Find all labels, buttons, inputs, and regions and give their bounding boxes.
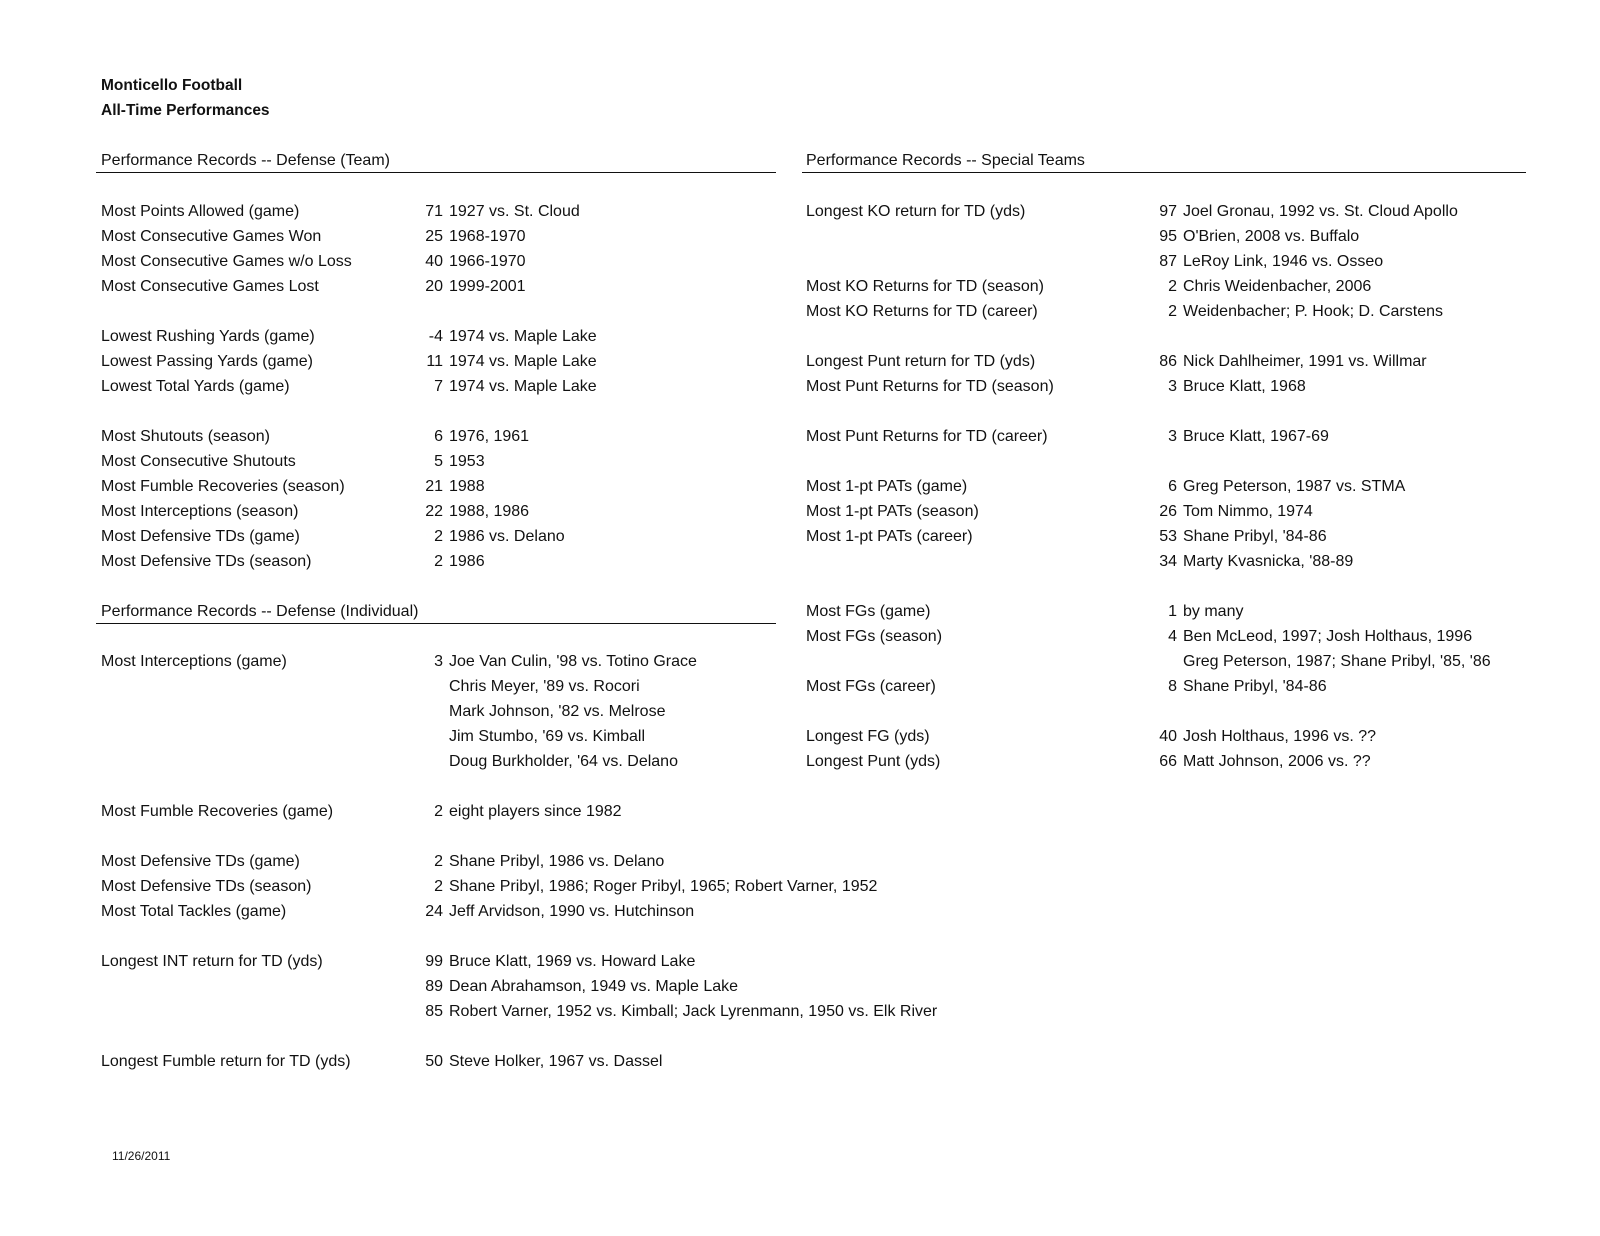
record-detail: Shane Pribyl, '84-86 <box>1183 528 1327 545</box>
record-label: Most Consecutive Shutouts <box>101 453 296 470</box>
record-value: 20 <box>425 278 443 295</box>
record-row <box>101 874 969 899</box>
record-row <box>806 624 1600 649</box>
record-value: 6 <box>434 428 443 445</box>
record-label: Most Interceptions (season) <box>101 503 299 520</box>
record-row <box>806 349 1600 374</box>
record-detail: Shane Pribyl, '84-86 <box>1183 678 1327 695</box>
record-value: 2 <box>434 878 443 895</box>
record-row <box>806 424 1600 449</box>
section-rule-defense-individual <box>96 623 776 624</box>
record-value: 1 <box>1168 603 1177 620</box>
record-value: -4 <box>428 328 443 345</box>
record-value: 3 <box>1168 378 1177 395</box>
section-title-defense-team: Performance Records -- Defense (Team) <box>101 152 390 169</box>
section-rule-special-teams <box>802 172 1526 173</box>
record-detail: 1968-1970 <box>449 228 526 245</box>
record-row <box>101 449 969 474</box>
record-detail: Joel Gronau, 1992 vs. St. Cloud Apollo <box>1183 203 1458 220</box>
record-detail: Ben McLeod, 1997; Josh Holthaus, 1996 <box>1183 628 1473 645</box>
record-value: 40 <box>425 253 443 270</box>
record-detail: Chris Meyer, '89 vs. Rocori <box>449 678 640 695</box>
record-label: Most Points Allowed (game) <box>101 203 300 220</box>
record-label: Most Fumble Recoveries (season) <box>101 478 345 495</box>
record-value: 66 <box>1159 753 1177 770</box>
record-detail: 1988, 1986 <box>449 503 530 520</box>
record-detail: 1974 vs. Maple Lake <box>449 353 597 370</box>
record-value: 24 <box>425 903 443 920</box>
record-row <box>806 374 1600 399</box>
record-detail: 1986 <box>449 553 485 570</box>
record-label: Most 1-pt PATs (career) <box>806 528 973 545</box>
document-subtitle: All-Time Performances <box>101 102 270 119</box>
record-label: Most Interceptions (game) <box>101 653 287 670</box>
record-label: Longest INT return for TD (yds) <box>101 953 323 970</box>
record-value: 71 <box>425 203 443 220</box>
record-detail: Robert Varner, 1952 vs. Kimball; Jack Lyrenmann, 1950 vs. Elk River <box>449 1003 938 1020</box>
record-value: 4 <box>1168 628 1177 645</box>
record-value: 5 <box>434 453 443 470</box>
record-detail: 1999-2001 <box>449 278 526 295</box>
record-value: 95 <box>1159 228 1177 245</box>
record-detail: O'Brien, 2008 vs. Buffalo <box>1183 228 1360 245</box>
record-detail: Bruce Klatt, 1968 <box>1183 378 1306 395</box>
record-detail: Josh Holthaus, 1996 vs. ?? <box>1183 728 1377 745</box>
record-detail: Shane Pribyl, 1986 vs. Delano <box>449 853 665 870</box>
record-value: 2 <box>1168 303 1177 320</box>
record-label: Longest KO return for TD (yds) <box>806 203 1026 220</box>
section-title-defense-individual: Performance Records -- Defense (Individual) <box>101 603 419 620</box>
record-value: 34 <box>1159 553 1177 570</box>
record-row <box>101 974 969 999</box>
record-value: 25 <box>425 228 443 245</box>
record-label: Most Punt Returns for TD (career) <box>806 428 1048 445</box>
record-detail: 1976, 1961 <box>449 428 530 445</box>
record-detail: Jim Stumbo, '69 vs. Kimball <box>449 728 646 745</box>
record-row <box>806 674 1600 699</box>
record-detail: Steve Holker, 1967 vs. Dassel <box>449 1053 663 1070</box>
record-detail: Jeff Arvidson, 1990 vs. Hutchinson <box>449 903 695 920</box>
record-value: 2 <box>1168 278 1177 295</box>
record-row <box>806 749 1600 774</box>
record-row <box>806 524 1600 549</box>
record-row <box>806 299 1600 324</box>
record-detail: Shane Pribyl, 1986; Roger Pribyl, 1965; Robert Varner, 1952 <box>449 878 878 895</box>
record-label: Most FGs (season) <box>806 628 943 645</box>
record-label: Most Defensive TDs (game) <box>101 528 300 545</box>
record-detail: eight players since 1982 <box>449 803 622 820</box>
record-detail: 1986 vs. Delano <box>449 528 565 545</box>
record-label: Most 1-pt PATs (game) <box>806 478 968 495</box>
record-value: 86 <box>1159 353 1177 370</box>
record-row <box>806 249 1600 274</box>
record-value: 2 <box>434 553 443 570</box>
record-label: Longest FG (yds) <box>806 728 930 745</box>
record-label: Most Defensive TDs (season) <box>101 878 312 895</box>
record-value: 2 <box>434 528 443 545</box>
record-value: 2 <box>434 853 443 870</box>
record-detail: Joe Van Culin, '98 vs. Totino Grace <box>449 653 697 670</box>
record-value: 2 <box>434 803 443 820</box>
record-detail: 1953 <box>449 453 485 470</box>
record-row <box>101 1049 969 1074</box>
record-value: 40 <box>1159 728 1177 745</box>
record-row <box>806 199 1600 224</box>
record-value: 11 <box>426 353 443 370</box>
record-row <box>806 599 1600 624</box>
record-label: Longest Punt return for TD (yds) <box>806 353 1036 370</box>
record-label: Most FGs (game) <box>806 603 931 620</box>
record-label: Lowest Passing Yards (game) <box>101 353 313 370</box>
record-value: 87 <box>1159 253 1177 270</box>
record-row <box>806 724 1600 749</box>
record-row <box>806 474 1600 499</box>
record-row <box>101 999 969 1024</box>
record-detail: Greg Peterson, 1987; Shane Pribyl, '85, '86 <box>1183 653 1491 670</box>
record-label: Most KO Returns for TD (career) <box>806 303 1038 320</box>
record-row <box>101 849 969 874</box>
record-label: Longest Fumble return for TD (yds) <box>101 1053 351 1070</box>
record-label: Most Total Tackles (game) <box>101 903 287 920</box>
record-value: 7 <box>434 378 443 395</box>
record-detail: Bruce Klatt, 1967-69 <box>1183 428 1329 445</box>
record-detail: Weidenbacher; P. Hook; D. Carstens <box>1183 303 1443 320</box>
record-detail: 1974 vs. Maple Lake <box>449 378 597 395</box>
record-label: Most Consecutive Games Won <box>101 228 322 245</box>
record-row <box>806 224 1600 249</box>
record-row <box>806 499 1600 524</box>
record-value: 3 <box>434 653 443 670</box>
record-label: Lowest Total Yards (game) <box>101 378 290 395</box>
record-row <box>101 699 969 724</box>
record-value: 53 <box>1159 528 1177 545</box>
record-value: 8 <box>1168 678 1177 695</box>
record-label: Most Defensive TDs (game) <box>101 853 300 870</box>
record-detail: Tom Nimmo, 1974 <box>1183 503 1313 520</box>
record-detail: Doug Burkholder, '64 vs. Delano <box>449 753 678 770</box>
record-label: Most Punt Returns for TD (season) <box>806 378 1054 395</box>
record-label: Most Shutouts (season) <box>101 428 270 445</box>
record-label: Most Defensive TDs (season) <box>101 553 312 570</box>
record-detail: Chris Weidenbacher, 2006 <box>1183 278 1372 295</box>
record-value: 97 <box>1159 203 1177 220</box>
record-value: 26 <box>1159 503 1177 520</box>
record-row <box>101 899 969 924</box>
record-value: 99 <box>425 953 443 970</box>
section-rule-defense-team <box>96 172 776 173</box>
footer-date: 11/26/2011 <box>112 1149 171 1163</box>
record-label: Most KO Returns for TD (season) <box>806 278 1044 295</box>
document-title: Monticello Football <box>101 77 243 94</box>
record-detail: Greg Peterson, 1987 vs. STMA <box>1183 478 1406 495</box>
record-row <box>101 324 969 349</box>
record-detail: Marty Kvasnicka, '88-89 <box>1183 553 1354 570</box>
section-title-special-teams: Performance Records -- Special Teams <box>806 152 1085 169</box>
record-row <box>101 799 969 824</box>
record-row <box>806 649 1600 674</box>
record-detail: 1927 vs. St. Cloud <box>449 203 580 220</box>
record-detail: 1966-1970 <box>449 253 526 270</box>
record-row <box>101 949 969 974</box>
record-value: 6 <box>1168 478 1177 495</box>
record-value: 89 <box>425 978 443 995</box>
record-detail: Mark Johnson, '82 vs. Melrose <box>449 703 666 720</box>
record-label: Most Fumble Recoveries (game) <box>101 803 334 820</box>
record-label: Most Consecutive Games Lost <box>101 278 319 295</box>
record-detail: LeRoy Link, 1946 vs. Osseo <box>1183 253 1384 270</box>
record-detail: 1988 <box>449 478 485 495</box>
record-detail: Dean Abrahamson, 1949 vs. Maple Lake <box>449 978 739 995</box>
record-label: Most 1-pt PATs (season) <box>806 503 979 520</box>
record-detail: 1974 vs. Maple Lake <box>449 328 597 345</box>
record-label: Most Consecutive Games w/o Loss <box>101 253 352 270</box>
record-value: 3 <box>1168 428 1177 445</box>
record-detail: Matt Johnson, 2006 vs. ?? <box>1183 753 1371 770</box>
record-value: 85 <box>425 1003 443 1020</box>
record-value: 21 <box>425 478 443 495</box>
record-detail: by many <box>1183 603 1244 620</box>
record-value: 50 <box>425 1053 443 1070</box>
record-label: Most FGs (career) <box>806 678 936 695</box>
record-label: Lowest Rushing Yards (game) <box>101 328 315 345</box>
record-detail: Nick Dahlheimer, 1991 vs. Willmar <box>1183 353 1427 370</box>
record-row <box>806 549 1600 574</box>
record-value: 22 <box>425 503 443 520</box>
record-detail: Bruce Klatt, 1969 vs. Howard Lake <box>449 953 696 970</box>
record-row <box>806 274 1600 299</box>
record-label: Longest Punt (yds) <box>806 753 941 770</box>
